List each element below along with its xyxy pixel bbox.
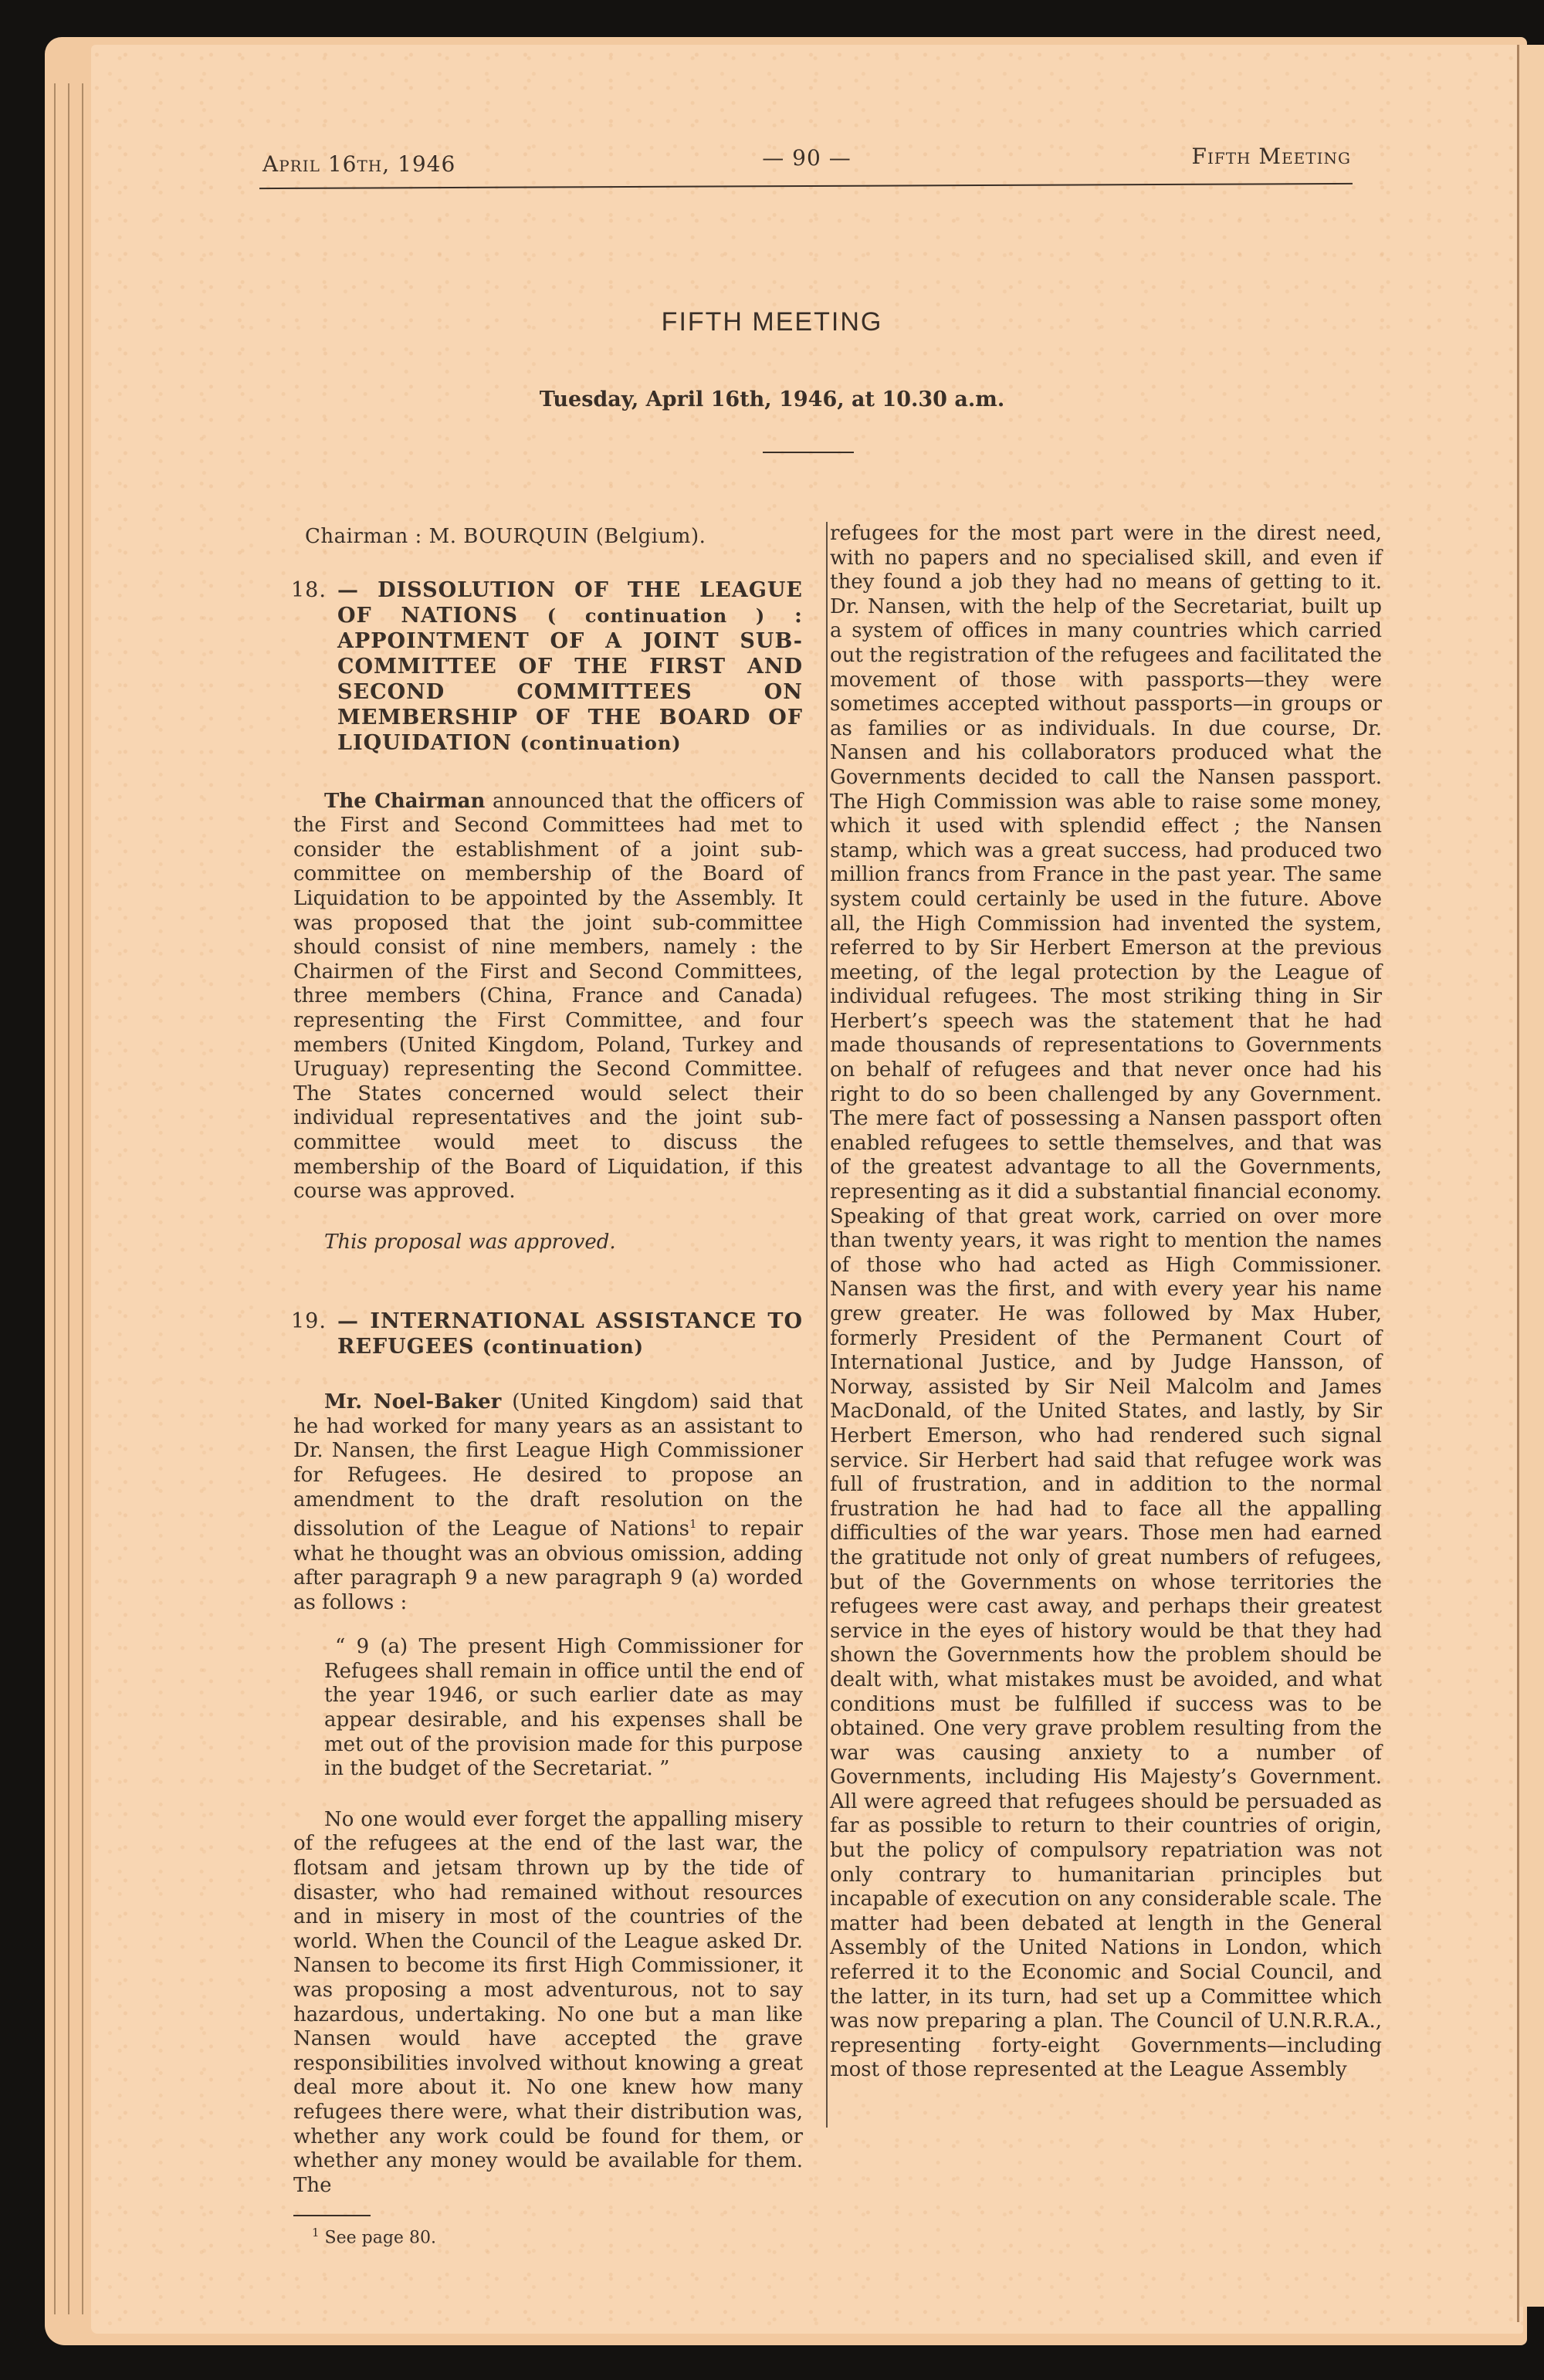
paragraph: [293, 790, 803, 1204]
speaker-name: Mr. Noel-Baker: [324, 1390, 502, 1414]
left-column: [293, 525, 803, 2250]
right-column: [830, 522, 1382, 2083]
heading-text: — INTERNATIONAL ASSISTANCE TO REFUGEES: [337, 1309, 803, 1359]
footnote-marker: 1: [312, 2226, 320, 2240]
heading-continuation: ( continuation ): [547, 604, 766, 627]
footnote: [293, 2221, 803, 2250]
page-edge-line: [68, 83, 69, 2314]
title-separator-rule: [763, 452, 854, 453]
heading-text: — DISSOLUTION OF THE LEAGUE OF NATIONS: [337, 577, 803, 628]
meeting-datetime: Tuesday, April 16th, 1946, at 10.30 a.m.: [539, 388, 1005, 411]
page-number: — 90 —: [762, 145, 852, 171]
agenda-item-18-heading: [293, 577, 803, 756]
running-head-section: Fifth Meeting: [1191, 144, 1351, 169]
paragraph-text: to repair what he thought was an obvious omission, adding after paragraph 9 a new paragraph 9 (a) worded as follows :: [293, 1517, 803, 1614]
column-divider: [826, 522, 828, 2128]
next-page-edge: [1519, 45, 1544, 2307]
speaker-name: The Chairman: [324, 789, 486, 813]
agenda-item-number: 18.: [291, 577, 327, 602]
footnote-rule: [293, 2215, 371, 2216]
decision-note: This proposal was approved.: [324, 1230, 616, 1254]
running-head: [262, 145, 1351, 184]
agenda-item-19-heading: [293, 1308, 803, 1359]
heading-text: : APPOINTMENT OF A JOINT SUB-COMMITTEE OF THE FIRST AND SECOND COMMITTEES ON MEMBERSHIP OF THE BOARD OF LIQUIDATION: [337, 603, 803, 755]
quoted-amendment: “ 9 (a) The present High Commissioner for Refugees shall remain in office until the end of the year 1946, or such earlier date as may appear desirable, and his expenses shall be met out of the provision made for this purpose in the budget of the Secretariat. ”: [324, 1635, 803, 1781]
chairman-line: Chairman : M. BOURQUIN (Belgium).: [305, 525, 706, 548]
page-edge-line: [54, 83, 56, 2314]
agenda-item-number: 19.: [291, 1309, 327, 1334]
paragraph: No one would ever forget the appalling misery of the refugees at the end of the last war, the flotsam and jetsam thrown up by the tide of disaster, who had remained without resources and in misery in most of the countries of the world. When the Council of the League asked Dr. Nansen to become its first High Commissioner, it was proposing a most adventurous, not to say hazardous, undertaking. No one but a man like Nansen would have accepted the grave responsibilities involved without knowing a great deal more about it. No one knew how many refugees there were, what their distribution was, whether any work could be found for them, or whether any money would be available for them. The: [293, 1807, 803, 2197]
footnote-reference: 1: [689, 1517, 697, 1532]
footnote-text: See page 80.: [324, 2228, 436, 2248]
paragraph-text: announced that the officers of the First and Second Committees had met to consider the establishment of a joint sub-committee on membership of the Board of Liquidation to be appointed by the Assembly. It was proposed that the joint sub-committee should consist of nine members, namely : the Chairmen of the First and Second Committees, three members (China, France and Canada) representing the First Committee, and four members (United Kingdom, Poland, Turkey and Uruguay) representing the Second Committee. The States concerned would select their individual representatives and the joint sub-committee would meet to discuss the membership of the Board of Liquidation, if this course was approved.: [293, 789, 804, 1204]
paragraph: refugees for the most part were in the direst need, with no papers and no specialised skill, and even if they found a job they had no means of getting to it. Dr. Nansen, with the help of the Secretariat, built up a system of offices in many countries which carried out the registration of the refugees and facilitated the movement of those with passports—they were sometimes accepted without passports—in groups or as families or as individuals. In due course, Dr. Nansen and his collaborators produced what the Governments decided to call the Nansen passport. The High Commission was able to raise some money, which it used with splendid effect ; the Nansen stamp, which was a great success, had produced two million francs from France in the past year. The same system could certainly be used in the future. Above all, the High Commission had invented the system, referred to by Sir Herbert Emerson at the previous meeting, of the legal protection by the League of individual refugees. The most striking thing in Sir Herbert’s speech was the statement that he had made thousands of representations to Governments on behalf of refugees and that never once had his right to do so been challenged by any Government. The mere fact of possessing a Nansen passport often enabled refugees to settle themselves, and that was of the greatest advantage to all the Governments, representing as it did a substantial financial economy. Speaking of that great work, carried on over more than twenty years, it was right to mention the names of those who had acted as High Commissioner. Nansen was the first, and with every year his name grew greater. He was followed by Max Huber, formerly President of the Permanent Court of International Justice, and by Judge Hansson, of Norway, assisted by Sir Neil Malcolm and James MacDonald, of the United States, and lastly, by Sir Herbert Emerson, who had rendered such signal service. Sir Herbert had said that refugee work was full of frustration, and in addition to the normal frustration he had had to face all the appalling difficulties of the war years. Those men had earned the gratitude not only of great numbers of refugees, but of the Governments on whose territories the refugees were cast away, and perhaps their greatest service in the eyes of history would be that they had shown the Governments how the problem should be dealt with, what mistakes must be avoided, and what conditions must be fulfilled if success was to be obtained. One very grave problem resulting from the war was causing anxiety to a number of Governments, including His Majesty’s Government. All were agreed that refugees should be persuaded as far as possible to return to their countries of origin, but the policy of compulsory repatriation was not only contrary to humanitarian principles but incapable of execution on any considerable scale. The matter had been debated at length in the General Assembly of the United Nations in London, which referred it to the Economic and Social Council, and the latter, in its turn, had set up a Committee which was now preparing a plan. The Council of U.N.R.R.A., representing forty-eight Governments—including most of those represented at the League Assembly: [830, 522, 1382, 2082]
paragraph-text: (United Kingdom) said that he had worked for many years as an assistant to Dr. Nansen, the first League High Commissioner for Refugees. He desired to propose an amendment to the draft resolution on the dissolution of the League of Nations: [293, 1390, 804, 1541]
paragraph: [293, 1390, 803, 1615]
running-head-date: April 16th, 1946: [262, 151, 456, 177]
page-edge-line: [82, 83, 83, 2314]
heading-continuation: (continuation): [520, 731, 682, 754]
heading-continuation: (continuation): [482, 1336, 644, 1359]
meeting-title: FIFTH MEETING: [661, 307, 883, 337]
